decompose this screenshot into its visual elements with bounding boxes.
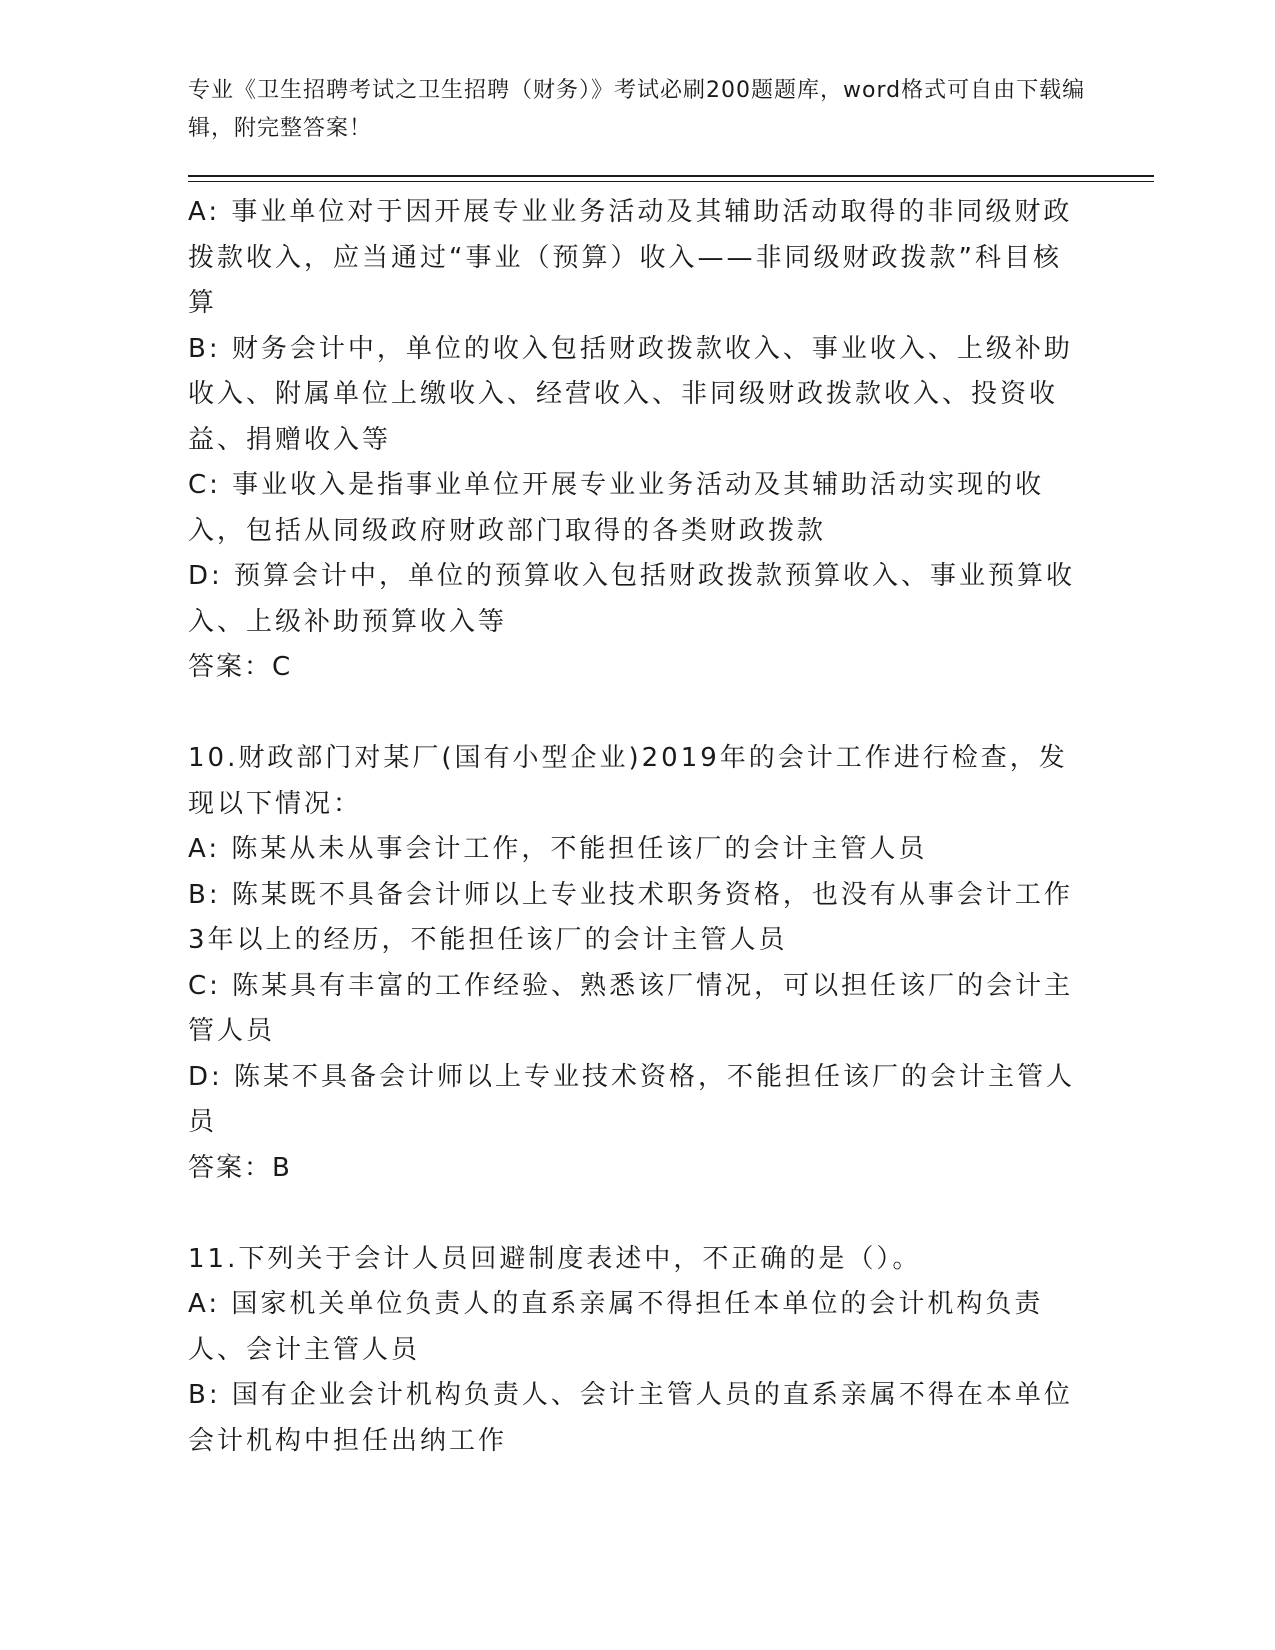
q9-option-d: D: 预算会计中，单位的预算收入包括财政拨款预算收入、事业预算收入、上级补助预算收入等: [188, 561, 1076, 637]
q10-answer: 答案：B: [188, 1152, 292, 1183]
q9-answer: 答案：C: [188, 652, 293, 682]
q9-option-b: B: 财务会计中，单位的收入包括财政拨款收入、事业收入、上级补助收入、附属单位上缴收入、经营收入、非同级财政拨款收入、投资收益、捐赠收入等: [188, 333, 1073, 455]
q10-option-a: A: 陈某从未从事会计工作，不能担任该厂的会计主管人员: [188, 834, 928, 864]
header-intro-text: 专业《卫生招聘考试之卫生招聘（财务）》考试必刷200题题库，word格式可自由下载编辑，附完整答案！: [188, 78, 1086, 141]
spacer: [188, 691, 1078, 737]
header-divider-thin: [188, 181, 1154, 182]
header-divider-thick: [188, 175, 1154, 177]
q9-option-a: A: 事业单位对于因开展专业业务活动及其辅助活动取得的非同级财政拨款收入，应当通过“事业（预算）收入——非同级财政拨款”科目核算: [188, 197, 1073, 318]
document-header: [188, 72, 1088, 148]
q10-option-b: B: 陈某既不具备会计师以上专业技术职务资格，也没有从事会计工作3年以上的经历，不能担任该厂的会计主管人员: [188, 879, 1073, 955]
q9-option-c: C: 事业收入是指事业单位开展专业业务活动及其辅助活动实现的收入，包括从同级政府财政部门取得的各类财政拨款: [188, 470, 1045, 546]
q11-option-a: A: 国家机关单位负责人的直系亲属不得担任本单位的会计机构负责人、会计主管人员: [188, 1289, 1044, 1365]
q10-option-c: C: 陈某具有丰富的工作经验、熟悉该厂情况，可以担任该厂的会计主管人员: [188, 970, 1074, 1046]
spacer: [188, 1191, 1078, 1237]
question-list: [188, 190, 1078, 1464]
q11-option-b: B: 国有企业会计机构负责人、会计主管人员的直系亲属不得在本单位会计机构中担任出纳工作: [188, 1380, 1073, 1456]
q11-stem: 11.下列关于会计人员回避制度表述中，不正确的是（）。: [188, 1243, 922, 1274]
q10-stem: 10.财政部门对某厂(国有小型企业)2019年的会计工作进行检查，发现以下情况：: [188, 743, 1068, 819]
q10-option-d: D: 陈某不具备会计师以上专业技术资格，不能担任该厂的会计主管人员: [188, 1061, 1076, 1137]
